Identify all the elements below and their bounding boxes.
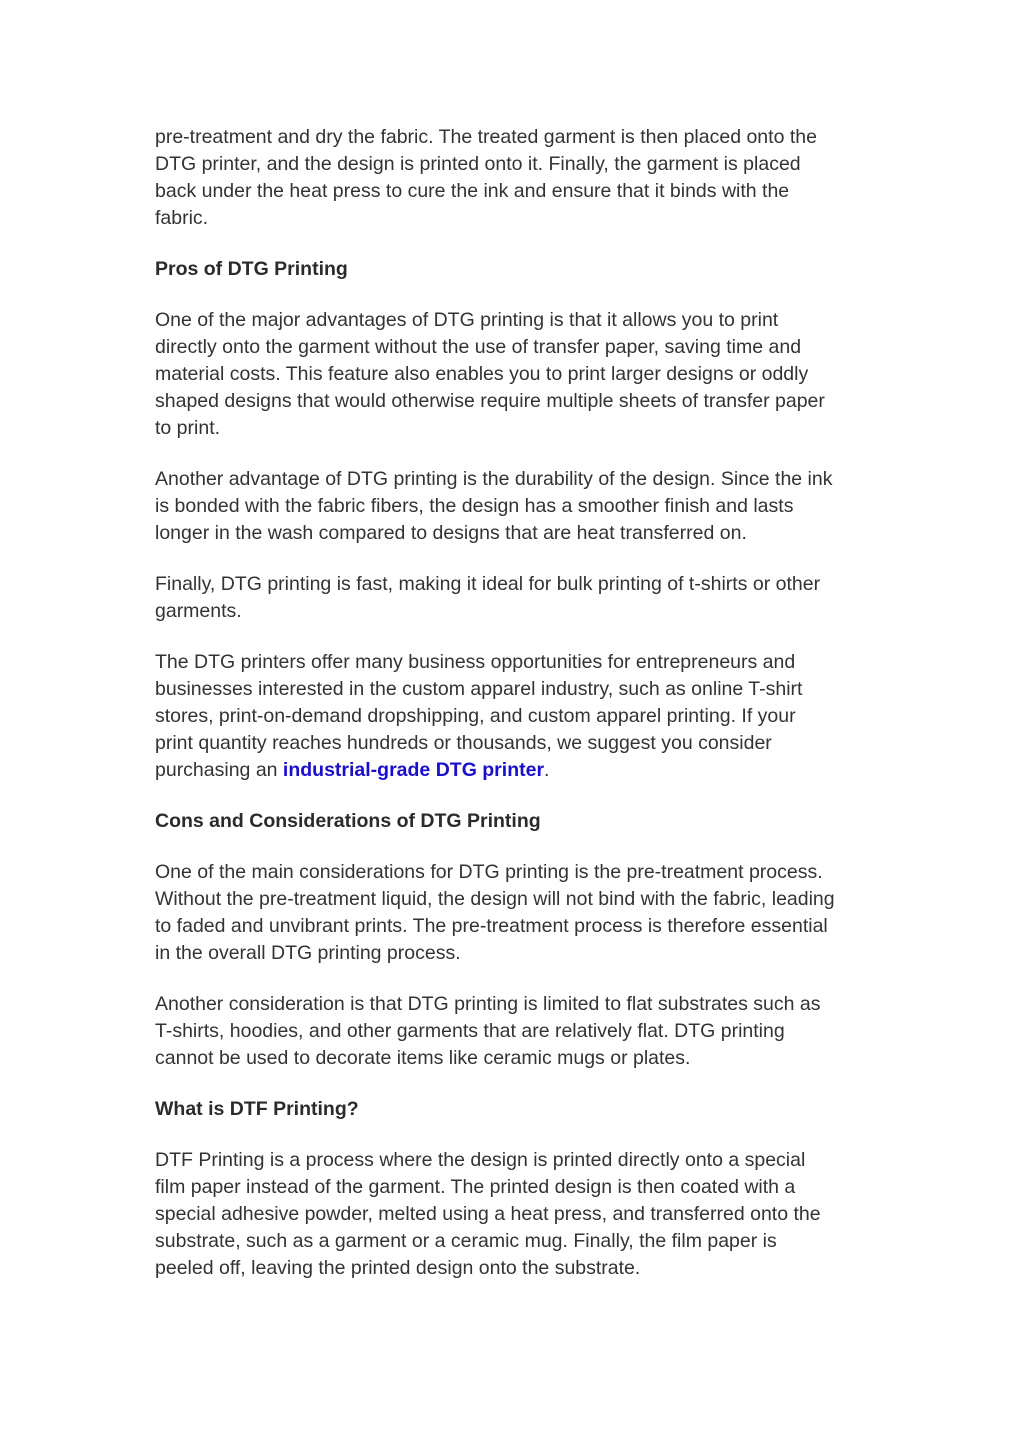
section-heading-dtf: What is DTF Printing? <box>155 1098 359 1120</box>
paragraph-line: special adhesive powder, melted using a heat press, and transferred onto the <box>155 1203 821 1225</box>
cons-paragraph-2 <box>155 991 885 1072</box>
paragraph-line: businesses interested in the custom apparel industry, such as online T-shirt <box>155 678 803 700</box>
paragraph-line: to print. <box>155 417 221 439</box>
link-prefix-text: purchasing an <box>155 759 283 781</box>
paragraph-line: directly onto the garment without the use of transfer paper, saving time and <box>155 336 802 358</box>
pros-paragraph-2 <box>155 466 885 547</box>
link-suffix-text: . <box>544 759 550 781</box>
paragraph-line-with-link <box>155 757 885 784</box>
paragraph-line: garments. <box>155 600 242 622</box>
section-heading-cons: Cons and Considerations of DTG Printing <box>155 810 541 832</box>
paragraph-line: cannot be used to decorate items like ceramic mugs or plates. <box>155 1047 691 1069</box>
intro-paragraph <box>155 124 885 232</box>
paragraph-line: is bonded with the fabric fibers, the design has a smoother finish and lasts <box>155 495 794 517</box>
pros-paragraph-4 <box>155 649 885 784</box>
paragraph-line: pre-treatment and dry the fabric. The treated garment is then placed onto the <box>155 126 817 148</box>
paragraph-line: Without the pre-treatment liquid, the design will not bind with the fabric, leading <box>155 888 835 910</box>
paragraph-line: One of the main considerations for DTG printing is the pre-treatment process. <box>155 861 823 883</box>
paragraph-line: to faded and unvibrant prints. The pre-treatment process is therefore essential <box>155 915 828 937</box>
paragraph-line: in the overall DTG printing process. <box>155 942 461 964</box>
paragraph-line: Another consideration is that DTG printing is limited to flat substrates such as <box>155 993 821 1015</box>
paragraph-line: material costs. This feature also enables you to print larger designs or oddly <box>155 363 809 385</box>
pros-paragraph-1 <box>155 307 885 442</box>
document-page <box>155 124 885 1306</box>
paragraph-line: fabric. <box>155 207 209 229</box>
industrial-dtg-printer-link[interactable]: industrial-grade DTG printer <box>282 759 545 781</box>
paragraph-line: Finally, DTG printing is fast, making it ideal for bulk printing of t-shirts or other <box>155 573 821 595</box>
section-heading-pros: Pros of DTG Printing <box>155 258 348 280</box>
cons-paragraph-1 <box>155 859 885 967</box>
paragraph-line: substrate, such as a garment or a ceramic mug. Finally, the film paper is <box>155 1230 777 1252</box>
paragraph-line: Another advantage of DTG printing is the durability of the design. Since the ink <box>155 468 833 490</box>
paragraph-line: peeled off, leaving the printed design onto the substrate. <box>155 1257 641 1279</box>
paragraph-line: The DTG printers offer many business opportunities for entrepreneurs and <box>155 651 796 673</box>
pros-paragraph-3 <box>155 571 885 625</box>
paragraph-line: DTG printer, and the design is printed onto it. Finally, the garment is placed <box>155 153 801 175</box>
paragraph-line: back under the heat press to cure the ink and ensure that it binds with the <box>155 180 790 202</box>
dtf-paragraph-1 <box>155 1147 885 1282</box>
paragraph-line: print quantity reaches hundreds or thousands, we suggest you consider <box>155 732 772 754</box>
paragraph-line: One of the major advantages of DTG printing is that it allows you to print <box>155 309 779 331</box>
paragraph-line: longer in the wash compared to designs that are heat transferred on. <box>155 522 747 544</box>
paragraph-line: T-shirts, hoodies, and other garments that are relatively flat. DTG printing <box>155 1020 785 1042</box>
paragraph-line: stores, print-on-demand dropshipping, and custom apparel printing. If your <box>155 705 796 727</box>
paragraph-line: DTF Printing is a process where the design is printed directly onto a special <box>155 1149 806 1171</box>
paragraph-line: film paper instead of the garment. The printed design is then coated with a <box>155 1176 796 1198</box>
paragraph-line: shaped designs that would otherwise require multiple sheets of transfer paper <box>155 390 825 412</box>
